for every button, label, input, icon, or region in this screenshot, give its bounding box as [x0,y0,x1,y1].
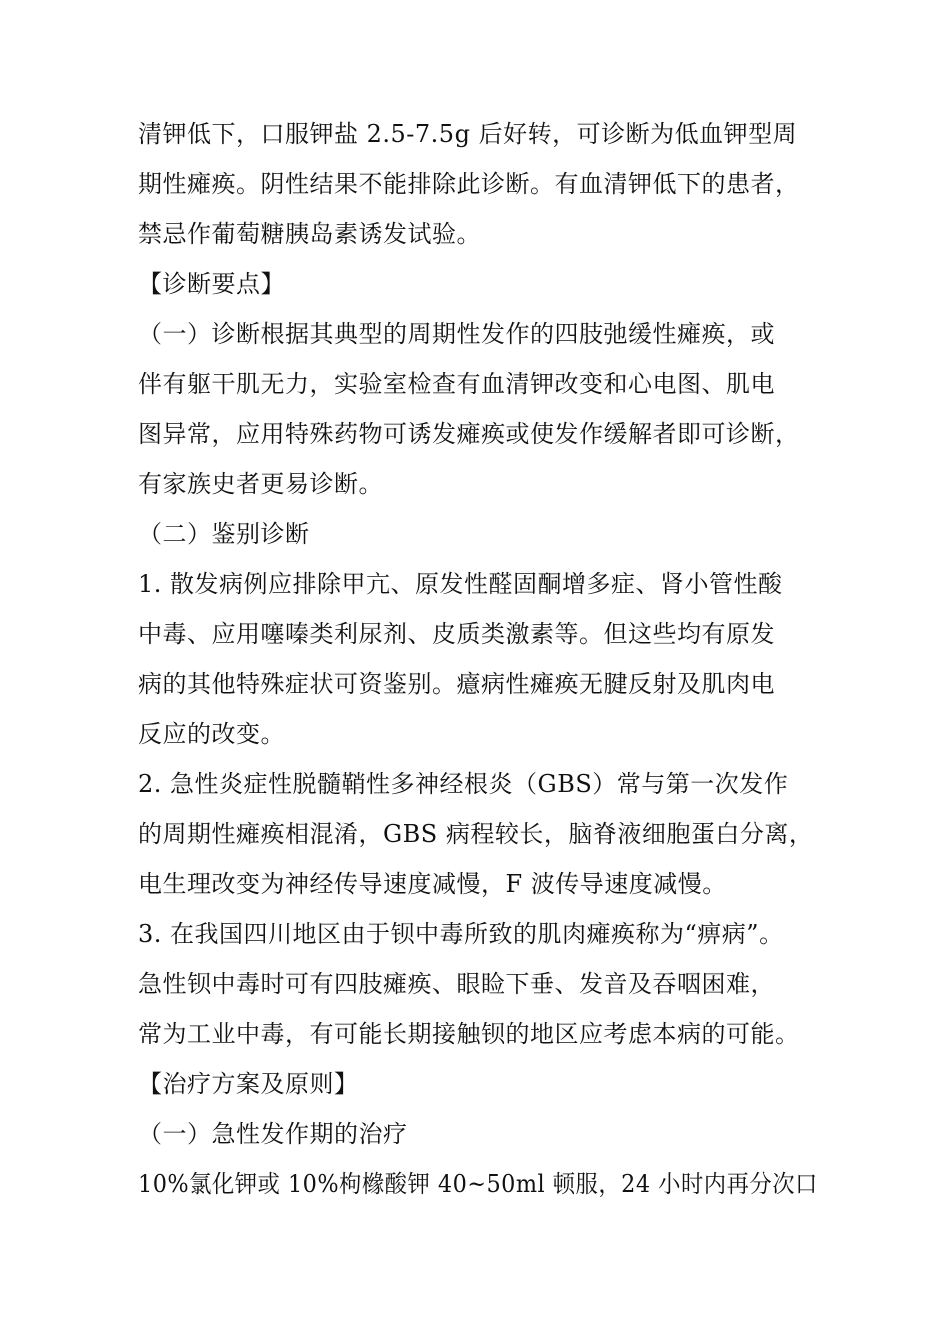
text-line: 清钾低下，口服钾盐 2.5-7.5g 后好转，可诊断为低血钾型周 [138,120,798,148]
text-line: 伴有躯干肌无力，实验室检查有血清钾改变和心电图、肌电 [138,370,775,398]
section-heading: 【诊断要点】 [138,270,285,298]
text-line: 3. 在我国四川地区由于钡中毒所致的肌肉瘫痪称为“痹病”。 [138,920,784,948]
text-line: 1. 散发病例应排除甲亢、原发性醛固酮增多症、肾小管性酸 [138,570,783,598]
text-line: 禁忌作葡萄糖胰岛素诱发试验。 [138,220,481,248]
text-line: 病的其他特殊症状可资鉴别。癔病性瘫痪无腱反射及肌肉电 [138,670,775,698]
text-line: 常为工业中毒，有可能长期接触钡的地区应考虑本病的可能。 [138,1020,800,1048]
text-line: 图异常，应用特殊药物可诱发瘫痪或使发作缓解者即可诊断， [138,420,800,448]
text-line: 2. 急性炎症性脱髓鞘性多神经根炎（GBS）常与第一次发作 [138,770,789,798]
text-line: （一）诊断根据其典型的周期性发作的四肢弛缓性瘫痪，或 [138,320,775,348]
text-line: 10%氯化钾或 10%枸橼酸钾 40~50ml 顿服，24 小时内再分次口 [138,1170,818,1198]
subsection-heading: （一）急性发作期的治疗 [138,1120,408,1148]
text-line: 反应的改变。 [138,720,285,748]
text-line: 的周期性瘫痪相混淆，GBS 病程较长，脑脊液细胞蛋白分离， [138,820,814,848]
text-line: 有家族史者更易诊断。 [138,470,383,498]
subsection-heading: （二）鉴别诊断 [138,520,310,548]
section-heading: 【治疗方案及原则】 [138,1070,359,1098]
text-line: 急性钡中毒时可有四肢瘫痪、眼睑下垂、发音及吞咽困难， [138,970,775,998]
text-line: 电生理改变为神经传导速度减慢，F 波传导速度减慢。 [138,870,727,898]
text-line: 中毒、应用噻嗪类利尿剂、皮质类激素等。但这些均有原发 [138,620,775,648]
text-line: 期性瘫痪。阴性结果不能排除此诊断。有血清钾低下的患者， [138,170,800,198]
